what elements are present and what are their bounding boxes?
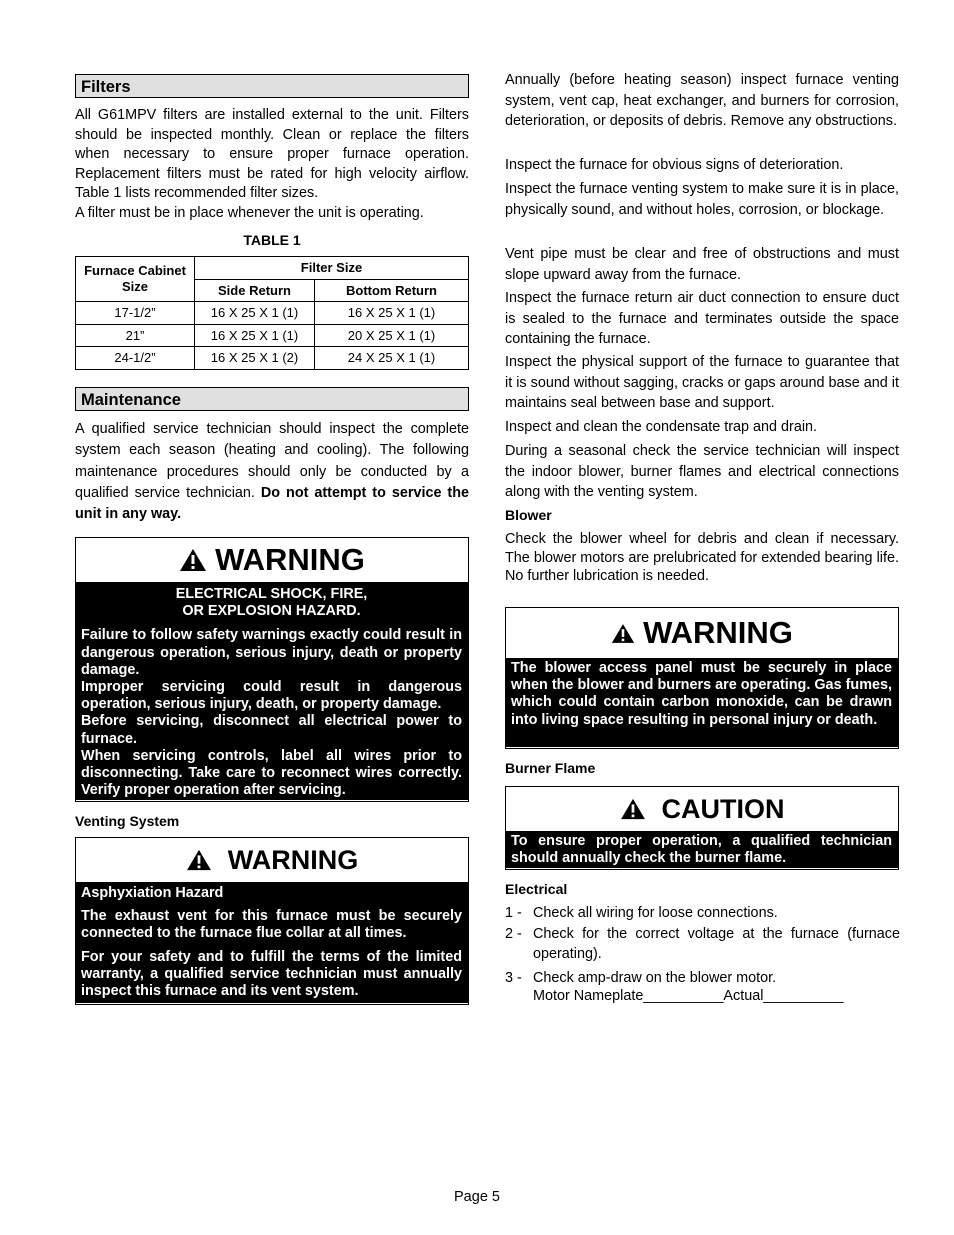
warning-text-2: For your safety and to fulfill the terms of the limited warranty, a qualified service technician must annually inspect this furnace and its vent system.	[81, 948, 462, 1000]
col-bottom-return: Bottom Return	[315, 279, 469, 302]
warning-text-4: When servicing controls, label all wires prior to disconnecting. Take care to reconnect wires correctly. Verify proper operation after servicing.	[81, 747, 462, 799]
cell-bottom: 16 X 25 X 1 (1)	[315, 302, 469, 325]
list-number: 1 -	[505, 905, 522, 921]
warning-triangle-icon	[611, 623, 635, 644]
maintenance-paragraph	[75, 419, 469, 525]
list-text: Check all wiring for loose connections.	[533, 905, 778, 921]
warning-box-electrical	[75, 537, 469, 802]
blower-paragraph: Check the blower wheel for debris and clean if necessary. The blower motors are prelubricated for extended bearing life. No further lubrication is needed.	[505, 531, 899, 584]
warning-body	[76, 582, 468, 800]
list-text: Check amp-draw on the blower motor.	[533, 970, 777, 986]
col-filter-size: Filter Size	[195, 257, 469, 280]
filters-paragraph: All G61MPV filters are installed external to the unit. Filters should be inspected monthly. Clean or replace the filters when necessary to ensure proper furnace operation. Replacement filters must be rated for high velocity airflow. Table 1 lists recommended filter sizes.	[75, 107, 469, 201]
warning-title: WARNING	[215, 542, 365, 577]
return-duct-paragraph: Inspect the furnace return air duct connection to ensure duct is sealed to the furnace and terminates outside the space containing the furnace.	[505, 290, 899, 347]
warning-title-row	[76, 538, 468, 582]
seasonal-check-paragraph: During a seasonal check the service technician will inspect the indoor blower, burner flames and electrical connections along with the venting system.	[505, 443, 899, 500]
maintenance-heading: Maintenance	[75, 387, 469, 411]
warning-text-2: Improper servicing could result in dangerous operation, serious injury, death, or property damage.	[81, 679, 462, 713]
warning-body: The blower access panel must be securely in place when the blower and burners are operating. Gas fumes, which could contain carbon monoxide, can be drawn into living space resulting in personal injury or death.	[506, 658, 898, 747]
warning-box-asphyxiation	[75, 837, 469, 1005]
table-row	[76, 302, 469, 325]
vent-pipe-paragraph: Vent pipe must be clear and free of obstructions and must slope upward away from the furnace.	[505, 246, 899, 283]
col-cabinet-size: Furnace Cabinet Size	[76, 257, 195, 302]
electrical-label: Electrical	[505, 881, 568, 897]
inspect-deterioration-paragraph: Inspect the furnace for obvious signs of deterioration.	[505, 157, 844, 173]
warning-title: WARNING	[643, 615, 793, 650]
physical-support-paragraph: Inspect the physical support of the furnace to guarantee that it is sound without sagging, cracks or gaps around base and it maintains seal between base and support.	[505, 354, 899, 411]
warning-box-blower-panel	[505, 607, 899, 749]
caution-title-row	[506, 787, 898, 831]
venting-label: Venting System	[75, 813, 180, 829]
warning-text-1: The exhaust vent for this furnace must be securely connected to the furnace flue collar at all times.	[81, 908, 462, 942]
burner-flame-label: Burner Flame	[505, 760, 596, 776]
cell-side: 16 X 25 X 1 (1)	[195, 324, 315, 347]
col-side-return: Side Return	[195, 279, 315, 302]
warning-text-3: Before servicing, disconnect all electrical power to furnace.	[81, 713, 462, 747]
table-title: TABLE 1	[243, 232, 301, 248]
warning-body	[76, 882, 468, 1003]
warning-triangle-icon	[186, 849, 212, 871]
warning-triangle-icon	[179, 548, 207, 572]
table-row	[76, 324, 469, 347]
filters-note: A filter must be in place whenever the unit is operating.	[75, 205, 424, 221]
motor-nameplate-line: Motor Nameplate__________Actual__________	[533, 988, 844, 1004]
caution-box-burner	[505, 786, 899, 870]
maintenance-text: A qualified service technician should inspect the complete system each season (heating and cooling). The following maintenance procedures should only be conducted by a qualified service technician.	[75, 421, 469, 501]
warning-text-1: Failure to follow safety warnings exactly could result in dangerous operation, serious injury, death or property damage.	[81, 627, 462, 678]
cell-bottom: 20 X 25 X 1 (1)	[315, 324, 469, 347]
caution-title: CAUTION	[661, 793, 785, 824]
warning-title: WARNING	[227, 844, 359, 875]
page-number: Page 5	[454, 1189, 500, 1205]
filter-size-table	[75, 256, 469, 370]
warning-title-row	[76, 838, 468, 882]
hazard-label: Asphyxiation Hazard	[81, 885, 224, 901]
hazard-line-2: OR EXPLOSION HAZARD.	[182, 603, 361, 620]
cell-size: 24-1/2”	[76, 347, 195, 370]
cell-bottom: 24 X 25 X 1 (1)	[315, 347, 469, 370]
list-item	[505, 903, 900, 923]
caution-body: To ensure proper operation, a qualified technician should annually check the burner flame.	[506, 831, 898, 868]
cell-size: 21”	[76, 324, 195, 347]
inspect-vent-system-paragraph: Inspect the furnace venting system to make sure it is in place, physically sound, and without holes, corrosion, or blockage.	[505, 181, 899, 218]
list-number: 2 -	[505, 926, 522, 942]
inspect-venting-paragraph: Annually (before heating season) inspect furnace venting system, vent cap, heat exchanger, and burners for corrosion, deterioration, or deposits of debris. Remove any obstructions.	[505, 72, 899, 129]
filters-heading: Filters	[75, 74, 469, 98]
condensate-paragraph: Inspect and clean the condensate trap and drain.	[505, 419, 818, 435]
cell-side: 16 X 25 X 1 (2)	[195, 347, 315, 370]
list-number: 3 -	[505, 970, 522, 986]
list-item	[505, 968, 900, 988]
table-row	[76, 347, 469, 370]
list-item	[505, 924, 900, 964]
cell-size: 17-1/2”	[76, 302, 195, 325]
electrical-list	[505, 903, 900, 1006]
warning-title-row	[506, 608, 898, 658]
hazard-line-1: ELECTRICAL SHOCK, FIRE,	[175, 586, 368, 602]
cell-side: 16 X 25 X 1 (1)	[195, 302, 315, 325]
list-text: Check for the correct voltage at the furnace (furnace operating).	[533, 926, 900, 962]
blower-label: Blower	[505, 507, 552, 523]
maintenance-bold-text: Do not attempt to service the unit in any way.	[75, 484, 470, 523]
warning-triangle-icon	[620, 798, 646, 820]
